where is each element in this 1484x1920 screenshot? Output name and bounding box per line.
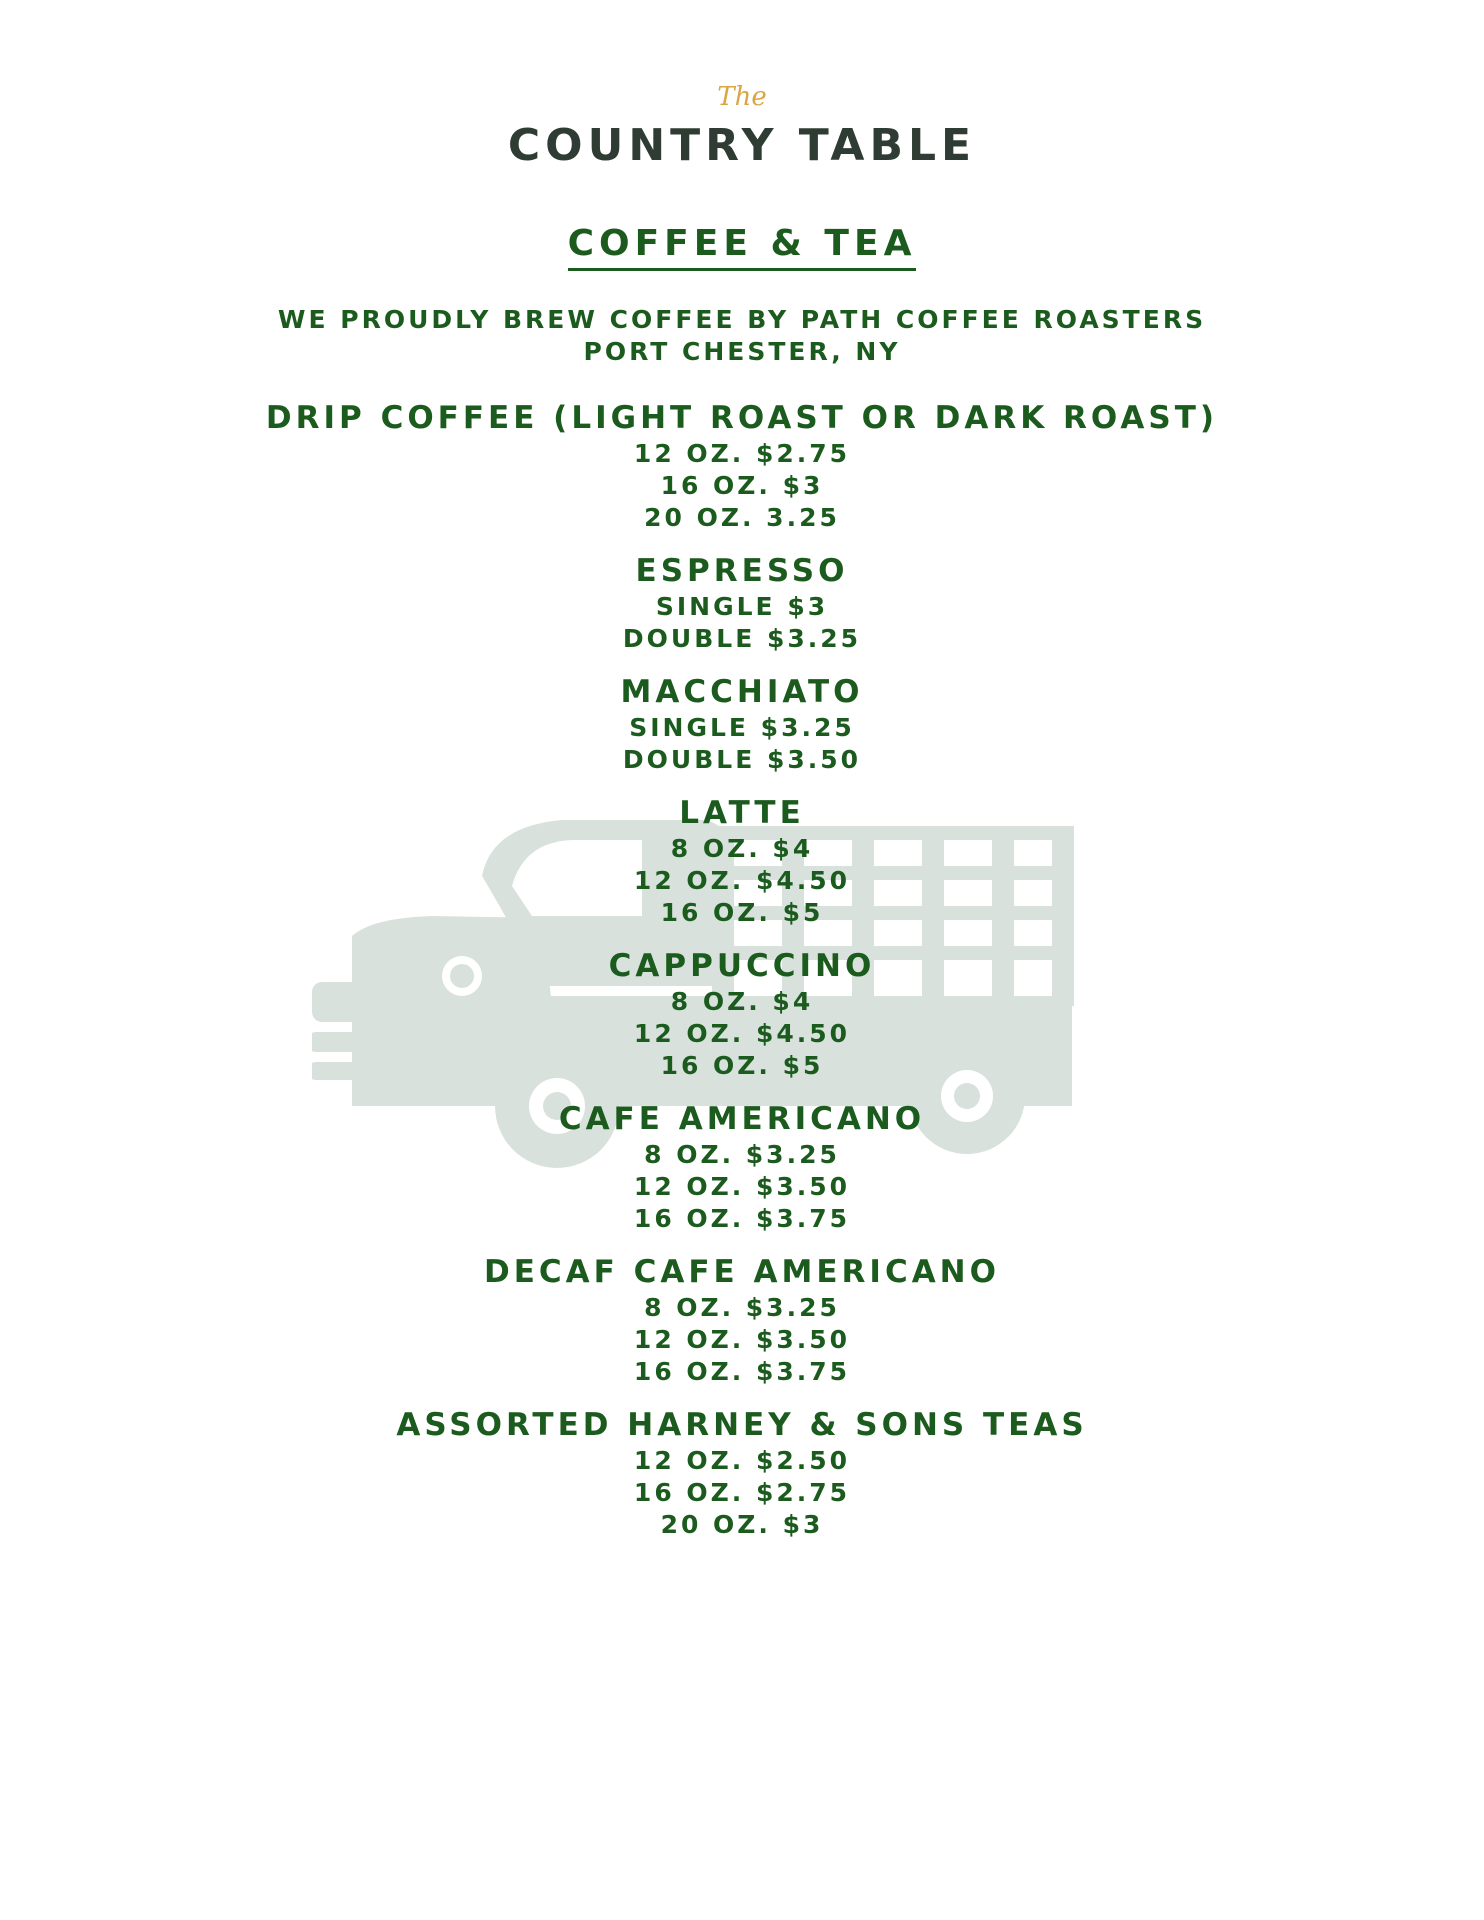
- section-title-text: COFFEE & TEA: [568, 223, 917, 271]
- menu-item-price: 12 OZ. $3.50: [633, 1325, 851, 1354]
- menu-item-espresso: [0, 551, 1484, 655]
- menu-item-price: 12 OZ. $2.75: [633, 439, 851, 468]
- menu-item-macchiato: [0, 672, 1484, 776]
- menu-item-name: DRIP COFFEE (LIGHT ROAST OR DARK ROAST): [265, 400, 1219, 436]
- menu-item-price: 20 OZ. 3.25: [644, 503, 840, 532]
- menu-item-name: LATTE: [679, 795, 805, 831]
- menu-item-price: 16 OZ. $3: [660, 471, 824, 500]
- menu-item-price: DOUBLE $3.50: [622, 745, 862, 774]
- menu-item-price: 16 OZ. $3.75: [633, 1204, 851, 1233]
- menu-item-harney-sons-teas: [0, 1405, 1484, 1541]
- menu-item-price: 20 OZ. $3: [660, 1510, 824, 1539]
- menu-item-price: 16 OZ. $2.75: [633, 1478, 851, 1507]
- intro-line-1: WE PROUDLY BREW COFFEE BY PATH COFFEE ROASTERS: [277, 305, 1207, 334]
- menu-item-name: MACCHIATO: [620, 674, 864, 710]
- menu-item-latte: [0, 793, 1484, 929]
- menu-item-name: ASSORTED HARNEY & SONS TEAS: [396, 1407, 1088, 1443]
- logo-the: The: [717, 82, 767, 112]
- menu-item-price: DOUBLE $3.25: [622, 624, 862, 653]
- intro-line-2: PORT CHESTER, NY: [583, 337, 901, 366]
- section-title: [0, 223, 1484, 264]
- menu-item-price: 12 OZ. $3.50: [633, 1172, 851, 1201]
- menu-item-price: 12 OZ. $2.50: [633, 1446, 851, 1475]
- menu-item-price: 16 OZ. $3.75: [633, 1357, 851, 1386]
- menu-item-drip-coffee: [0, 398, 1484, 534]
- menu-item-name: DECAF CAFE AMERICANO: [484, 1254, 1000, 1290]
- menu-item-price: 16 OZ. $5: [660, 898, 824, 927]
- logo-name: COUNTRY TABLE: [507, 120, 977, 171]
- menu-item-cafe-americano: [0, 1099, 1484, 1235]
- menu-item-price: 16 OZ. $5: [660, 1051, 824, 1080]
- menu-item-cappuccino: [0, 946, 1484, 1082]
- menu-item-name: CAFE AMERICANO: [558, 1101, 926, 1137]
- menu-item-price: SINGLE $3.25: [629, 713, 855, 742]
- menu-item-price: 12 OZ. $4.50: [633, 1019, 851, 1048]
- menu-item-price: 12 OZ. $4.50: [633, 866, 851, 895]
- menu-item-price: 8 OZ. $3.25: [644, 1293, 840, 1322]
- menu-item-price: 8 OZ. $3.25: [644, 1140, 840, 1169]
- menu-item-price: 8 OZ. $4: [670, 987, 814, 1016]
- menu-list: [0, 398, 1484, 1558]
- menu-item-name: ESPRESSO: [635, 553, 849, 589]
- menu-item-name: CAPPUCCINO: [608, 948, 876, 984]
- menu-item-decaf-cafe-americano: [0, 1252, 1484, 1388]
- menu-item-price: SINGLE $3: [655, 592, 829, 621]
- menu-item-price: 8 OZ. $4: [670, 834, 814, 863]
